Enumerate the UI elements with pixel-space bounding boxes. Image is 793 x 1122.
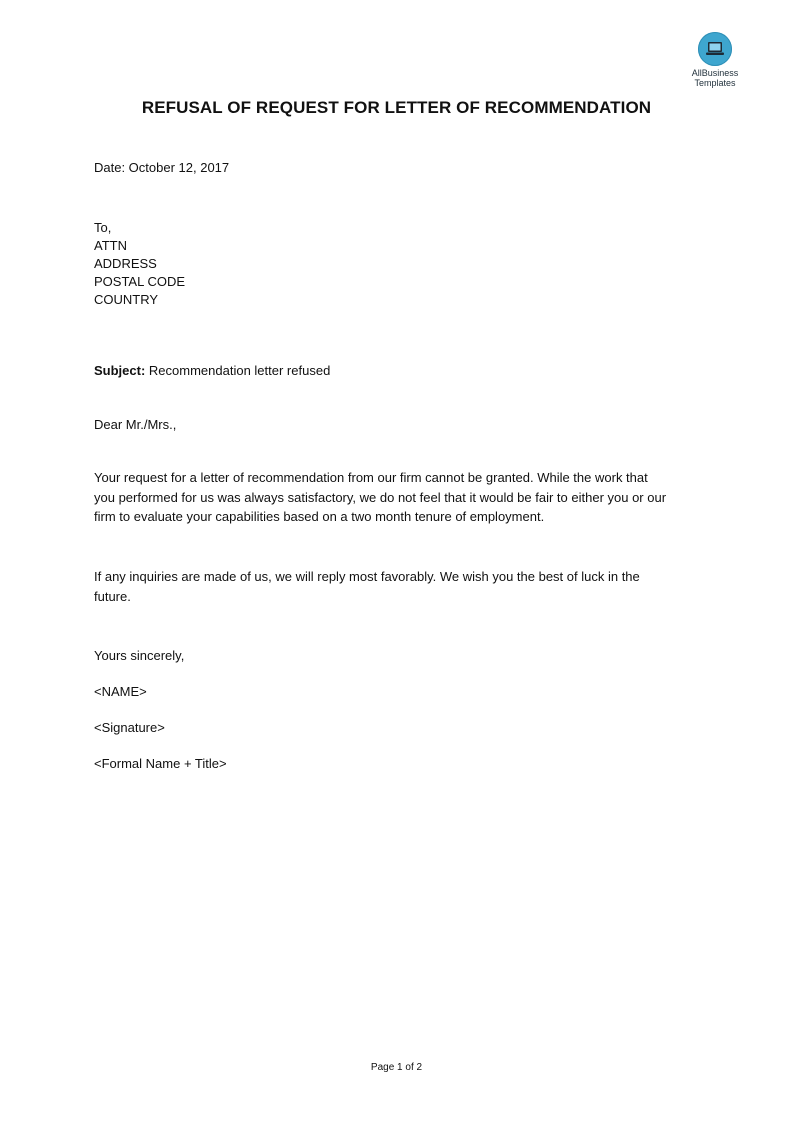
address-postal-code: POSTAL CODE: [94, 274, 186, 289]
paragraph-line: Your request for a letter of recommendation from our firm cannot be granted. While the work that: [94, 470, 648, 485]
address-to: To,: [94, 220, 112, 235]
body-paragraph-1: [94, 468, 706, 527]
address-attn: ATTN: [94, 238, 127, 253]
subject-text: Recommendation letter refused: [148, 363, 331, 378]
logo-text-line1: AllBusiness: [691, 68, 739, 78]
letter-date: Date: October 12, 2017: [94, 160, 230, 175]
address-country: COUNTRY: [94, 292, 159, 307]
body-paragraph-2: [94, 567, 706, 606]
salutation: Dear Mr./Mrs.,: [94, 417, 177, 432]
page-number-footer: Page 1 of 2: [370, 1062, 423, 1073]
allbusiness-logo: [680, 32, 750, 88]
address-line: ADDRESS: [94, 256, 157, 271]
paragraph-line: you performed for us was always satisfactory, we do not feel that it would be fair to either you or our: [94, 489, 667, 505]
paragraph-line: firm to evaluate your capabilities based on a two month tenure of employment.: [94, 509, 545, 524]
page-title: REFUSAL OF REQUEST FOR LETTER OF RECOMMENDATION: [141, 98, 652, 117]
logo-text-line2: Templates: [694, 78, 736, 88]
paragraph-line: If any inquiries are made of us, we will reply most favorably. We wish you the best of luck in the: [94, 569, 640, 584]
formal-name-placeholder: <Formal Name + Title>: [94, 756, 227, 771]
subject-label: Subject:: [94, 363, 146, 378]
signature-placeholder: <Signature>: [94, 720, 165, 735]
subject-line: [94, 362, 330, 380]
name-placeholder: <NAME>: [94, 684, 147, 699]
paragraph-line: future.: [94, 588, 131, 604]
laptop-icon: [698, 32, 732, 66]
closing: Yours sincerely,: [94, 648, 185, 663]
